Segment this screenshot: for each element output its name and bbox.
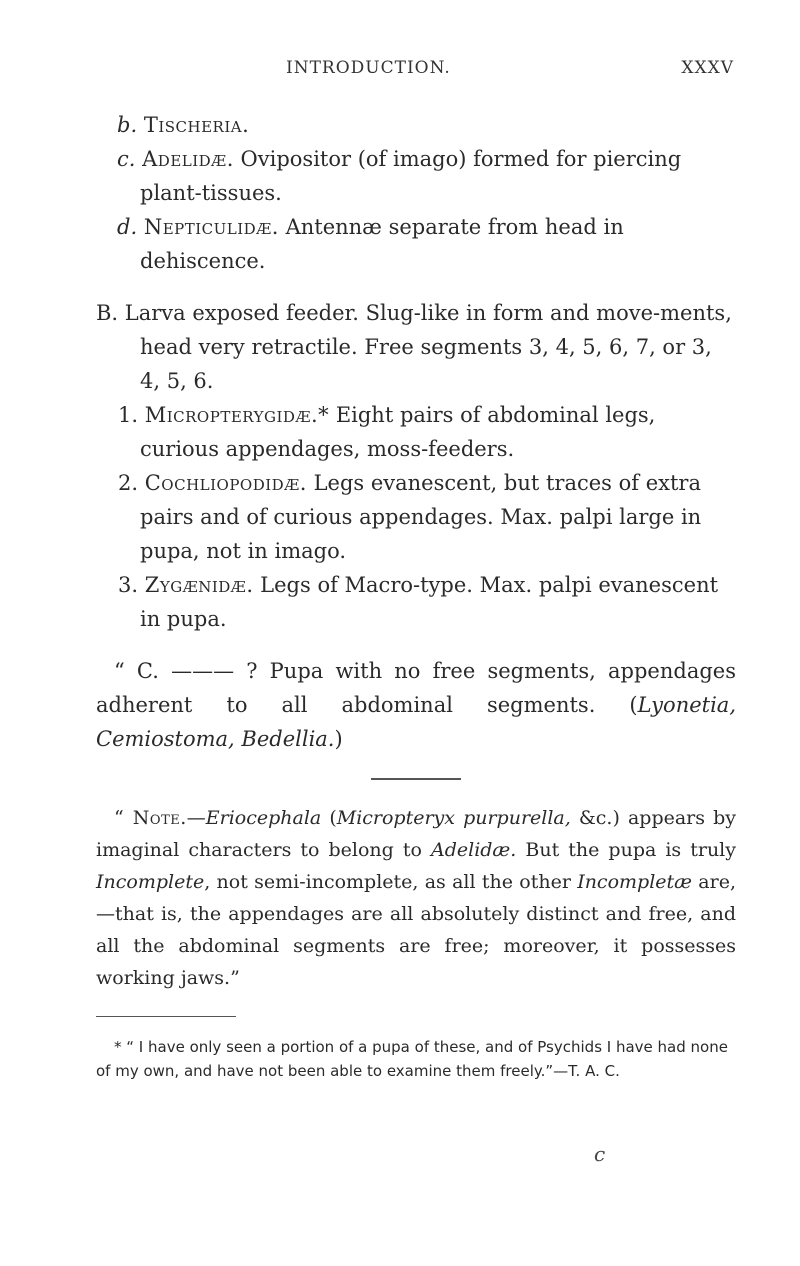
group-marker: B. <box>96 301 119 325</box>
family-name: Nepticulidæ. <box>143 215 279 239</box>
section-divider <box>371 778 461 780</box>
note-text-3: , not semi-incomplete, as all the other <box>204 871 578 893</box>
family-3 <box>96 568 736 636</box>
footnote: * “ I have only seen a portion of a pupa of these, and of Psychids I have had none of my own, and have not been able to examine them freely.”—T. A. C. <box>96 1038 728 1080</box>
genus-micropteryx: Micropteryx purpurella, <box>336 807 571 829</box>
spacer <box>96 636 736 654</box>
term-incomplete: Incomplete <box>96 871 205 893</box>
entry-b <box>96 108 736 142</box>
note-paren: ( <box>321 807 337 829</box>
entry-text: Ovipositor (of imago) formed for piercing plant-tissues. <box>140 147 682 205</box>
note-text-1: &c.) appears by imaginal characters to belong to <box>96 807 736 861</box>
note-paragraph <box>96 802 736 994</box>
group-c-close: ) <box>334 727 343 751</box>
entry-c <box>96 142 736 210</box>
family-name: Micropterygidæ.* <box>144 403 330 427</box>
genus-eriocephala: Eriocephala <box>205 807 322 829</box>
entry-marker: b. <box>117 113 138 137</box>
page-number: XXXV <box>681 58 734 78</box>
entry-text: Antennæ separate from head in dehiscence. <box>140 215 624 273</box>
note-dash: — <box>186 807 206 829</box>
page-body <box>96 108 736 1083</box>
family-name: Cochliopodidæ. <box>144 471 307 495</box>
signature-mark: c <box>594 1142 606 1166</box>
family-text: Legs evanescent, but traces of extra pairs and of curious appendages. Max. palpi large in pupa, not in imago. <box>140 471 702 563</box>
note-text-4: are,—that is, the appendages are all absolutely distinct and free, and all the abdominal segments are free; moreover, it possesses working jaws.” <box>96 871 736 989</box>
group-c-lead: “ C. ——— ? Pupa with no free segments, appendages adherent to all abdominal segments. ( <box>96 659 736 717</box>
family-text: Eight pairs of abdominal legs, curious appendages, moss-feeders. <box>140 403 656 461</box>
family-marker: 1. <box>118 403 139 427</box>
family-marker: 3. <box>118 573 139 597</box>
footnote-rule <box>96 1016 236 1017</box>
note-text-2: But the pupa is truly <box>516 839 736 861</box>
family-marker: 2. <box>118 471 139 495</box>
spacer <box>96 278 736 296</box>
family-name: Adelidæ. <box>142 147 234 171</box>
group-b <box>96 296 736 398</box>
family-1 <box>96 398 736 466</box>
family-2 <box>96 466 736 568</box>
header-title: INTRODUCTION. <box>286 58 451 78</box>
entry-marker: d. <box>117 215 138 239</box>
entry-marker: c. <box>117 147 136 171</box>
family-name: Tischeria. <box>143 113 250 137</box>
note-label: “ Note. <box>114 807 187 829</box>
group-text: Larva exposed feeder. Slug-like in form and move-ments, head very retractile. Free segments 3, 4, 5, 6, 7, or 3, 4, 5, 6. <box>124 301 732 393</box>
term-incompletae: Incompletæ <box>577 871 693 893</box>
genera-list: Lyonetia, Cemiostoma, Bedellia. <box>96 693 736 751</box>
group-c-paragraph <box>96 654 736 756</box>
family-text: Legs of Macro-type. Max. palpi evanescent in pupa. <box>140 573 719 631</box>
family-name: Zygænidæ. <box>144 573 254 597</box>
family-adelidae: Adelidæ. <box>430 839 517 861</box>
entry-d <box>96 210 736 278</box>
